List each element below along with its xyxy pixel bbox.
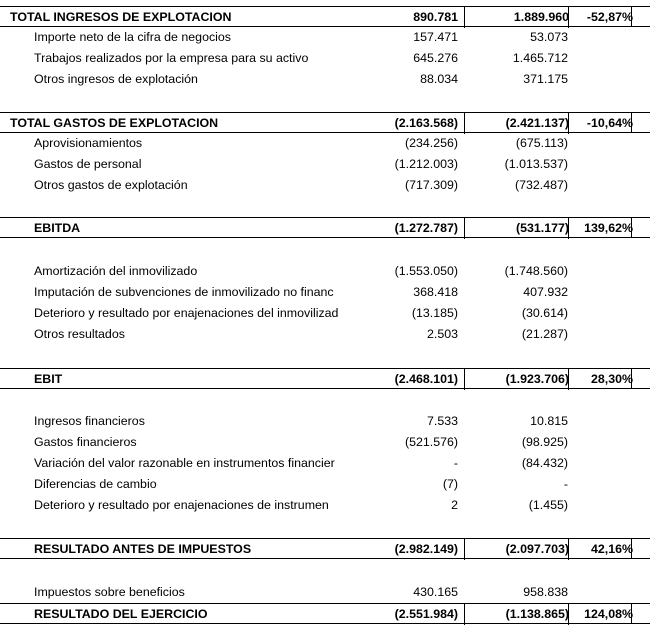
- value-previous: (732.487): [514, 178, 568, 192]
- row-resultado-antes-impuestos: [0, 538, 650, 559]
- row-label: Gastos de personal: [34, 157, 142, 171]
- row-imputacion-subvenciones: [0, 282, 650, 303]
- row-label: Aprovisionamientos: [34, 136, 143, 150]
- value-variation: 28,30%: [568, 369, 633, 390]
- value-current: 157.471: [413, 30, 458, 44]
- row-label: TOTAL GASTOS DE EXPLOTACION: [10, 116, 219, 130]
- value-current: (1.553.050): [394, 264, 458, 278]
- row-otros-resultados: [0, 324, 650, 345]
- value-current: 88.034: [420, 72, 458, 86]
- row-deterioro-inmovilizado: [0, 303, 650, 324]
- value-previous: 1.889.960: [464, 7, 569, 28]
- value-current: (2.982.149): [394, 542, 458, 556]
- value-variation: -10,64%: [568, 113, 633, 134]
- value-previous: 1.465.712: [512, 51, 568, 65]
- row-label: Deterioro y resultado por enajenaciones del inmovilizad: [34, 306, 339, 320]
- row-importe-neto: [0, 27, 650, 48]
- row-label: Otros gastos de explotación: [34, 178, 188, 192]
- row-label: Impuestos sobre beneficios: [34, 585, 185, 599]
- row-label: EBIT: [34, 372, 63, 386]
- row-trabajos-realizados: [0, 48, 650, 69]
- value-current: (521.576): [404, 435, 458, 449]
- row-label: Amortización del inmovilizado: [34, 264, 198, 278]
- value-current: 645.276: [413, 51, 458, 65]
- value-current: (717.309): [404, 178, 458, 192]
- row-label: Gastos financieros: [34, 435, 137, 449]
- value-previous: (1.455): [528, 498, 568, 512]
- value-current: -: [453, 456, 458, 470]
- row-label: RESULTADO ANTES DE IMPUESTOS: [34, 542, 252, 556]
- row-resultado-ejercicio: [0, 603, 650, 624]
- value-current: (2.163.568): [394, 116, 458, 130]
- row-label: Otros ingresos de explotación: [34, 72, 198, 86]
- value-previous: (21.287): [521, 327, 568, 341]
- value-current: (7): [442, 477, 458, 491]
- row-gastos-financieros: [0, 432, 650, 453]
- value-current: 7.533: [426, 414, 458, 428]
- value-variation: 42,16%: [568, 539, 633, 560]
- value-previous: 371.175: [523, 72, 568, 86]
- value-current: (1.272.787): [394, 221, 458, 235]
- row-ebit: [0, 368, 650, 389]
- row-variacion-valor-razonable: [0, 453, 650, 474]
- row-label: RESULTADO DEL EJERCICIO: [34, 607, 208, 621]
- value-previous: 958.838: [523, 585, 568, 599]
- value-previous: (2.097.703): [464, 539, 569, 560]
- row-deterioro-instrumentos: [0, 495, 650, 516]
- row-label: Ingresos financieros: [34, 414, 145, 428]
- row-ebitda: [0, 217, 650, 238]
- value-previous: (84.432): [521, 456, 568, 470]
- value-current: 2.503: [426, 327, 458, 341]
- value-previous: (1.138.865): [464, 604, 569, 625]
- row-label: Importe neto de la cifra de negocios: [34, 30, 231, 44]
- value-current: 890.781: [413, 10, 458, 24]
- row-amortizacion: [0, 261, 650, 282]
- value-previous: (1.748.560): [504, 264, 568, 278]
- value-previous: (1.013.537): [504, 157, 568, 171]
- row-label: EBITDA: [34, 221, 81, 235]
- value-current: (2.468.101): [394, 372, 458, 386]
- row-label: Variación del valor razonable en instrumentos financier: [34, 456, 335, 470]
- row-label: Trabajos realizados por la empresa para su activo: [34, 51, 309, 65]
- row-otros-ingresos: [0, 69, 650, 90]
- value-variation: 139,62%: [568, 218, 633, 239]
- value-current: (1.212.003): [394, 157, 458, 171]
- row-total-gastos: [0, 112, 650, 133]
- row-gastos-personal: [0, 154, 650, 175]
- row-ingresos-financieros: [0, 411, 650, 432]
- value-current: (234.256): [404, 136, 458, 150]
- value-variation: -52,87%: [568, 7, 633, 28]
- row-aprovisionamientos: [0, 133, 650, 154]
- value-previous: 10.815: [530, 414, 568, 428]
- row-otros-gastos: [0, 175, 650, 196]
- value-previous: 407.932: [523, 285, 568, 299]
- row-impuestos-beneficios: [0, 582, 650, 603]
- row-diferencias-cambio: [0, 474, 650, 495]
- value-previous: (1.923.706): [464, 369, 569, 390]
- row-label: Diferencias de cambio: [34, 477, 157, 491]
- row-label: Otros resultados: [34, 327, 125, 341]
- value-previous: (531.177): [464, 218, 569, 239]
- row-total-ingresos: [0, 6, 650, 27]
- row-label: TOTAL INGRESOS DE EXPLOTACION: [10, 10, 232, 24]
- row-label: Imputación de subvenciones de inmovilizado no financ: [34, 285, 334, 299]
- row-label: Deterioro y resultado por enajenaciones de instrumen: [34, 498, 329, 512]
- value-previous: (98.925): [521, 435, 568, 449]
- value-previous: (675.113): [515, 136, 568, 150]
- value-previous: -: [563, 477, 568, 491]
- value-current: 2: [451, 498, 458, 512]
- value-current: 430.165: [413, 585, 458, 599]
- value-previous: (30.614): [521, 306, 568, 320]
- value-previous: (2.421.137): [464, 113, 569, 134]
- value-previous: 53.073: [530, 30, 568, 44]
- value-current: (13.185): [411, 306, 458, 320]
- value-current: 368.418: [413, 285, 458, 299]
- value-variation: 124,08%: [568, 604, 633, 625]
- value-current: (2.551.984): [394, 607, 458, 621]
